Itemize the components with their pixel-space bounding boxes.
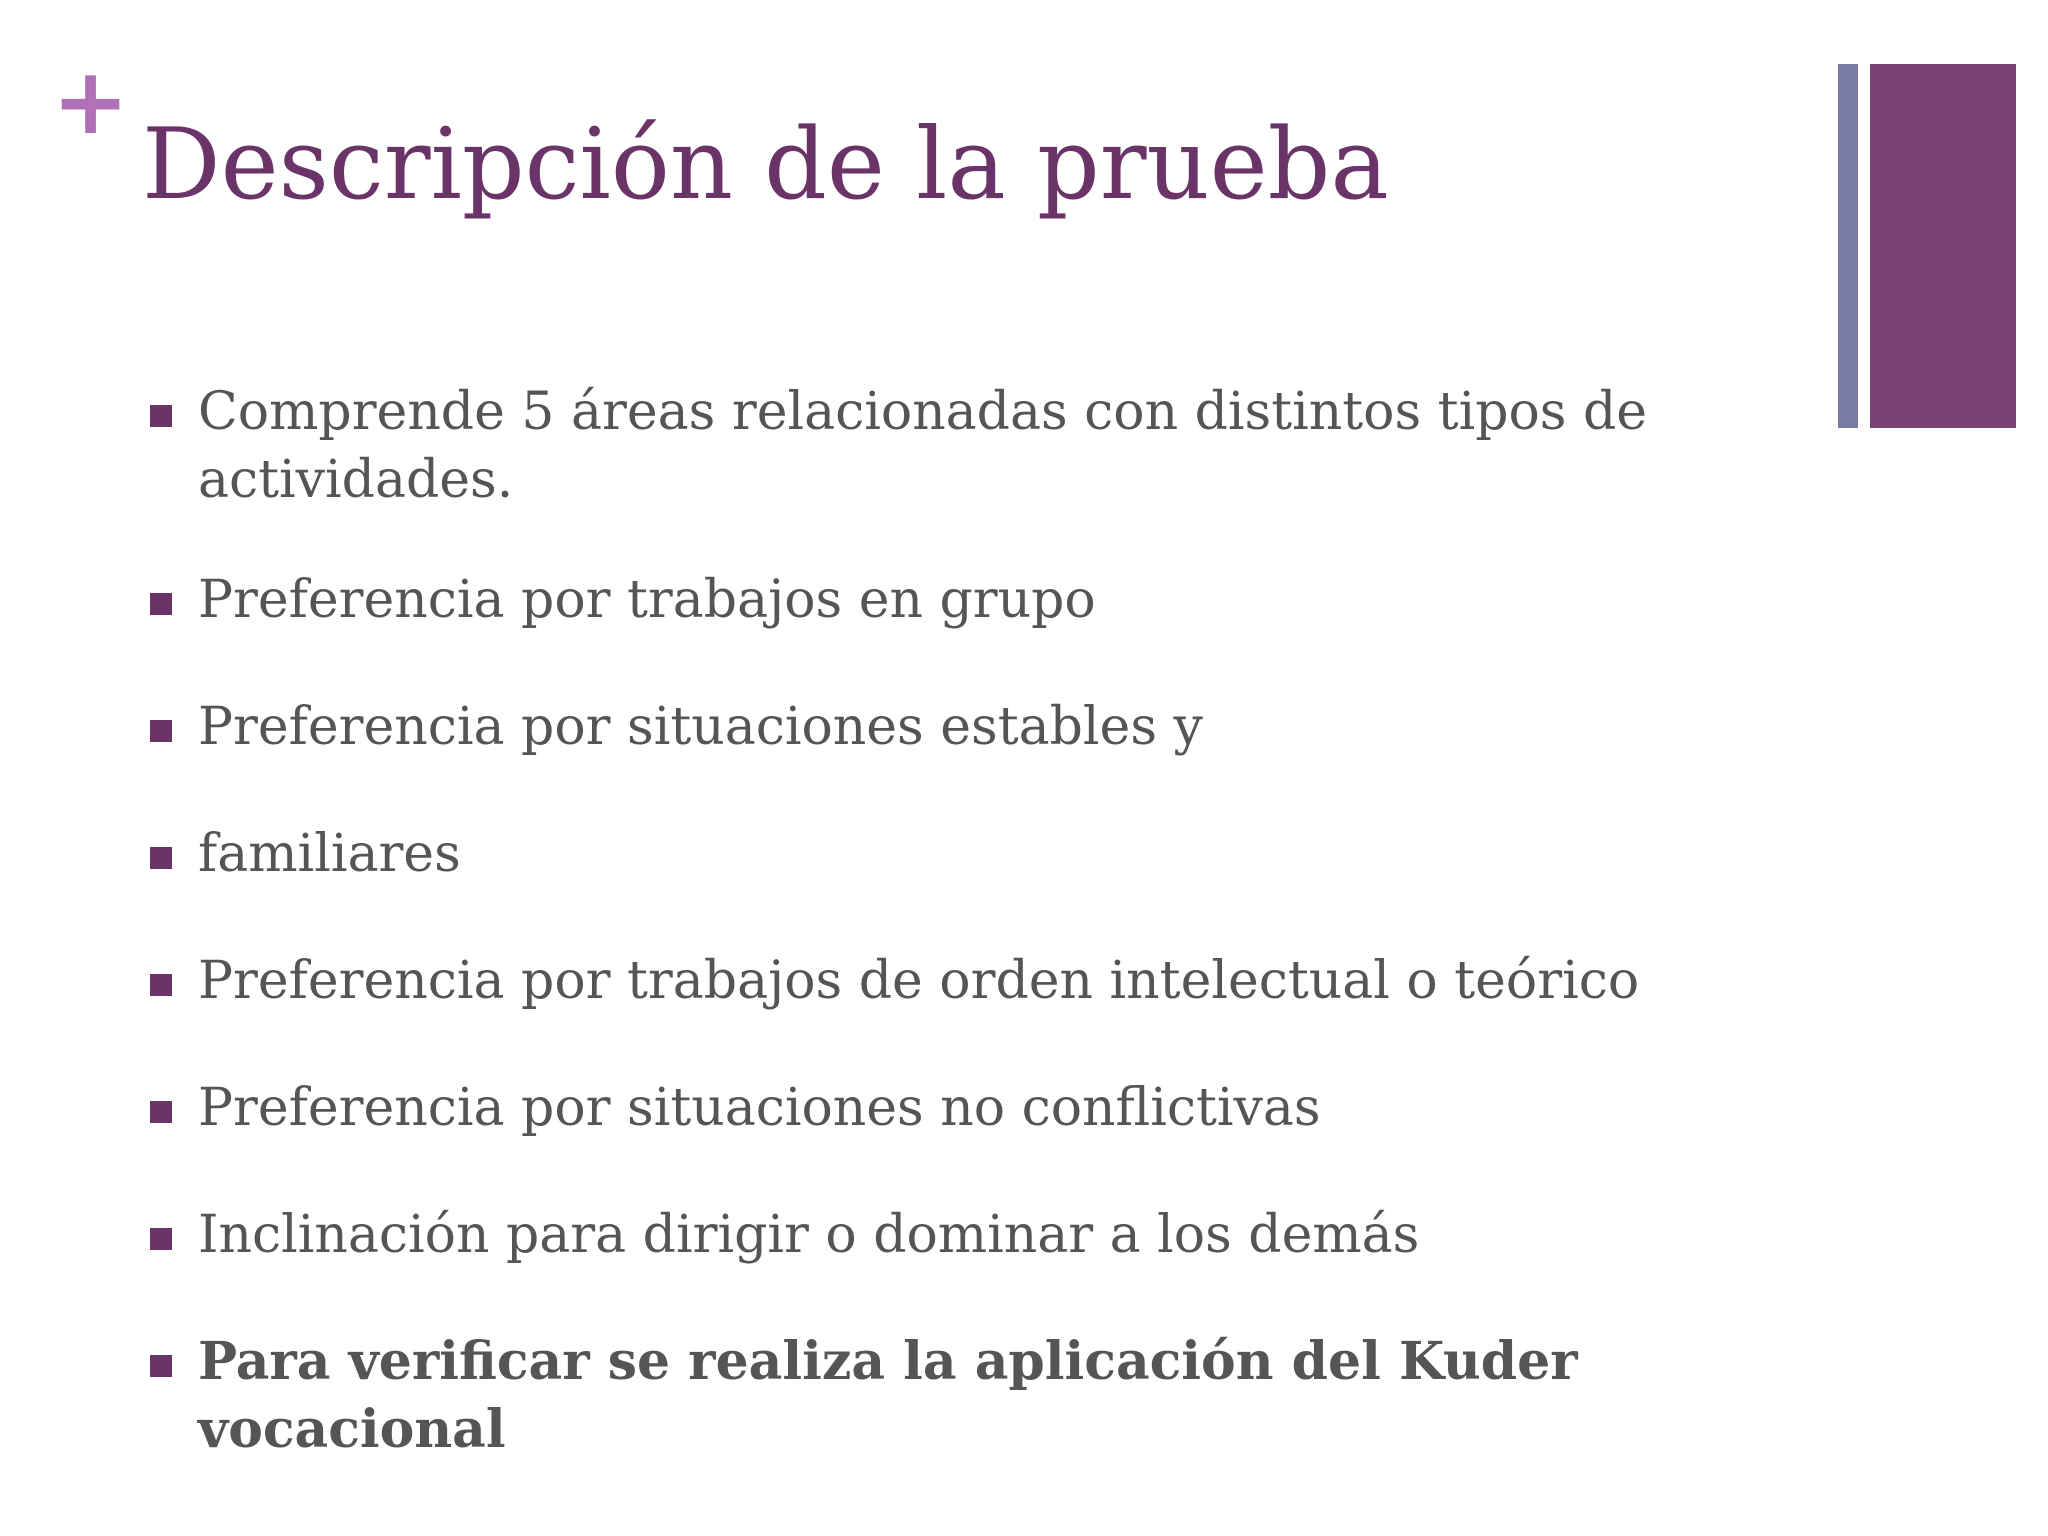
square-bullet-icon bbox=[150, 1355, 172, 1377]
decorative-bar-thin bbox=[1838, 64, 1858, 428]
square-bullet-icon bbox=[150, 720, 172, 742]
square-bullet-icon bbox=[150, 1101, 172, 1123]
bullet-text: Para verificar se realiza la aplicación del Kuder vocacional bbox=[198, 1331, 1578, 1460]
bullet-item bbox=[150, 693, 1870, 820]
bullet-text: Preferencia por trabajos en grupo bbox=[198, 570, 1096, 630]
bullet-item bbox=[150, 947, 1870, 1074]
decorative-bar-thick bbox=[1870, 64, 2016, 428]
bullet-text: Inclinación para dirigir o dominar a los demás bbox=[198, 1205, 1420, 1265]
bullet-text: Preferencia por situaciones estables y bbox=[198, 697, 1203, 757]
square-bullet-icon bbox=[150, 847, 172, 869]
bullet-item bbox=[150, 820, 1870, 947]
bullet-text: Preferencia por situaciones no conflictivas bbox=[198, 1078, 1321, 1138]
square-bullet-icon bbox=[150, 405, 172, 427]
bullet-text: familiares bbox=[198, 824, 461, 884]
bullet-item bbox=[150, 1201, 1870, 1328]
bullet-item bbox=[150, 378, 1870, 566]
bullet-text: Comprende 5 áreas relacionadas con distintos tipos de actividades. bbox=[198, 382, 1648, 510]
bullet-text: Preferencia por trabajos de orden intelectual o teórico bbox=[198, 951, 1640, 1011]
square-bullet-icon bbox=[150, 593, 172, 615]
bullet-item-conclusion bbox=[150, 1328, 1870, 1460]
plus-icon: + bbox=[52, 48, 130, 155]
square-bullet-icon bbox=[150, 1228, 172, 1250]
bullet-item bbox=[150, 566, 1870, 693]
bullet-item bbox=[150, 1074, 1870, 1201]
slide-title: Descripción de la prueba bbox=[142, 108, 1389, 222]
bullet-list bbox=[150, 378, 1870, 1460]
square-bullet-icon bbox=[150, 974, 172, 996]
